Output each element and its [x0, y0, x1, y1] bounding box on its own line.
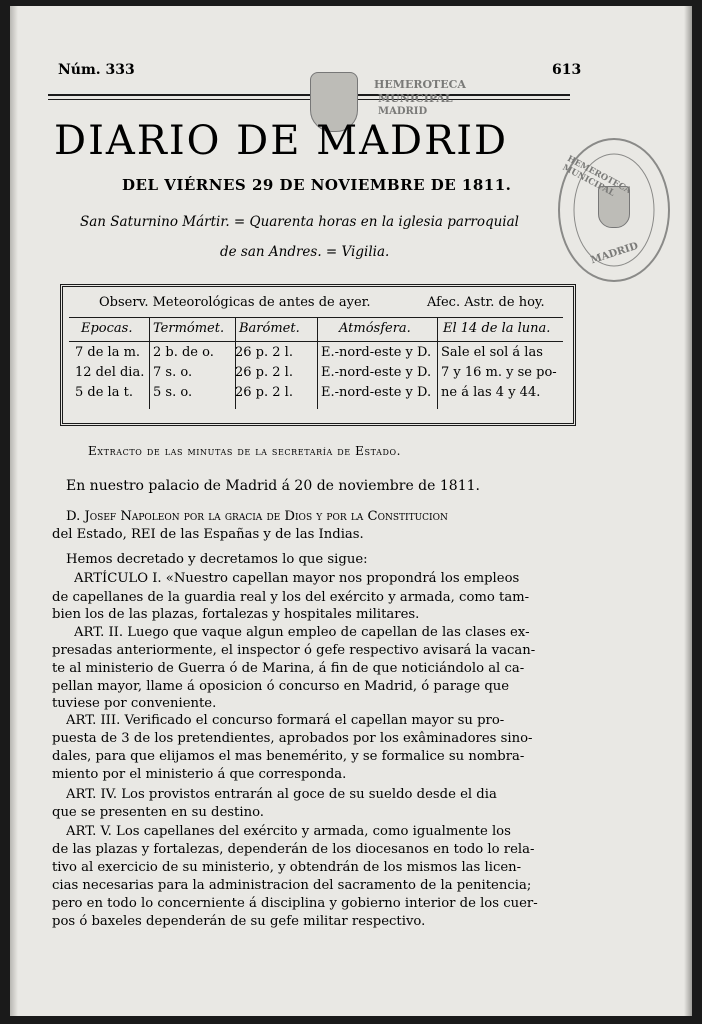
row1-termo: 2 b. de o. — [153, 345, 214, 360]
article-line: presadas anteriormente, el inspector ó gefe respectivo avisará la vacan- — [52, 643, 536, 658]
page-binding-shadow — [10, 6, 18, 1016]
row3-baro: 26 p. 2 l. — [235, 385, 293, 400]
col-baromet: Barómet. — [239, 321, 300, 336]
article-line: que se presenten en su destino. — [52, 805, 264, 820]
article-line: tivo al exercicio de su ministerio, y obtendrán de los mismos las licen- — [52, 860, 522, 875]
row3-epoca: 5 de la t. — [75, 385, 133, 400]
article-line: de las plazas y fortalezas, dependerán de los diocesanos en todo lo rela- — [52, 842, 535, 857]
article-line: del Estado, REI de las Españas y de las Indias. — [52, 527, 364, 542]
circle-stamp-bottom-text: MADRID — [589, 240, 640, 267]
row2-baro: 26 p. 2 l. — [235, 365, 293, 380]
astro-line-1: Sale el sol á las — [441, 345, 543, 360]
meteo-heading-right: Afec. Astr. de hoy. — [427, 295, 545, 310]
article-line: ARTÍCULO I. «Nuestro capellan mayor nos propondrá los empleos — [74, 571, 520, 586]
stamp-madrid: MADRID — [378, 106, 428, 117]
col-epocas: Epocas. — [81, 321, 133, 336]
issue-date: DEL VIÉRNES 29 DE NOVIEMBRE DE 1811. — [122, 176, 512, 194]
article-place-date: En nuestro palacio de Madrid á 20 de noviembre de 1811. — [66, 478, 480, 494]
stamp-municipal: MUNICIPAL — [378, 92, 453, 105]
row2-termo: 7 s. o. — [153, 365, 193, 380]
row1-atmos: E.-nord-este y D. — [321, 345, 432, 360]
col-termomet: Termómet. — [153, 321, 225, 336]
article-line: ART. II. Luego que vaque algun empleo de capellan de las clases ex- — [74, 625, 530, 640]
col-atmosfera: Atmósfera. — [339, 321, 411, 336]
article-line: tuviese por conveniente. — [52, 696, 217, 711]
article-line: miento por el ministerio á que corresponda. — [52, 767, 347, 782]
article-line: D. Josef Napoleon por la gracia de Dios y por la Constitucion — [66, 509, 448, 524]
article-line: ART. IV. Los provistos entrarán al goce de su sueldo desde el dia — [66, 787, 497, 802]
article-line: ART. III. Verificado el concurso formará el capellan mayor su pro- — [66, 713, 505, 728]
stamp-hemeroteca: HEMEROTECA — [374, 78, 466, 91]
top-rule-thin — [48, 99, 570, 100]
meteo-col-sep-3 — [317, 317, 318, 409]
page-number: 613 — [552, 62, 582, 78]
issue-number: Núm. 333 — [58, 62, 135, 78]
meteorological-table — [60, 284, 576, 426]
article-line: bien los de las plazas, fortalezas y hospitales militares. — [52, 607, 420, 622]
article-line: pos ó baxeles dependerán de su gefe militar respectivo. — [52, 914, 426, 929]
article-line: Hemos decretado y decretamos lo que sigue: — [66, 552, 368, 567]
hemeroteca-circle-stamp — [558, 138, 670, 282]
meteo-heading-left: Observ. Meteorológicas de antes de ayer. — [99, 295, 371, 310]
row1-baro: 26 p. 2 l. — [235, 345, 293, 360]
page-edge-shadow — [684, 6, 692, 1016]
row3-atmos: E.-nord-este y D. — [321, 385, 432, 400]
row2-epoca: 12 del dia. — [75, 365, 145, 380]
article-line: de capellanes de la guardia real y los del exército y armada, como tam- — [52, 590, 530, 605]
saint-line-1: San Saturnino Mártir. = Quarenta horas en la iglesia parroquial — [80, 214, 519, 230]
row2-atmos: E.-nord-este y D. — [321, 365, 432, 380]
top-rule — [48, 94, 570, 96]
newspaper-title: DIARIO DE MADRID — [54, 118, 509, 164]
article-line: pellan mayor, llame á oposicion ó concurso en Madrid, ó parage que — [52, 679, 510, 694]
astro-line-3: ne á las 4 y 44. — [441, 385, 541, 400]
article-line: te al ministerio de Guerra ó de Marina, á fin de que noticiándolo al ca- — [52, 661, 525, 676]
article-line: pero en todo lo concerniente á disciplina y gobierno interior de los cuer- — [52, 896, 538, 911]
astro-line-2: 7 y 16 m. y se po- — [441, 365, 557, 380]
meteo-col-sep-1 — [149, 317, 150, 409]
row1-epoca: 7 de la m. — [75, 345, 141, 360]
article-line: cias necesarias para la administracion del sacramento de la penitencia; — [52, 878, 532, 893]
row3-termo: 5 s. o. — [153, 385, 193, 400]
meteo-col-sep-4 — [437, 317, 438, 409]
article-line: ART. V. Los capellanes del exército y armada, como igualmente los — [66, 824, 511, 839]
meteo-divider-2 — [69, 341, 563, 342]
article-line: dales, para que elijamos el mas benemérito, y se formalice su nombra- — [52, 749, 525, 764]
article-line: puesta de 3 de los pretendientes, aprobados por los exâminadores sino- — [52, 731, 533, 746]
saint-line-2: de san Andres. = Vigilia. — [220, 244, 390, 260]
article-heading: Extracto de las minutas de la secretaría de Estado. — [88, 444, 402, 458]
col-luna: El 14 de la luna. — [443, 321, 551, 336]
circle-stamp-top-text: HEMEROTECA MUNICIPAL — [560, 154, 633, 199]
meteo-divider-1 — [69, 317, 563, 318]
